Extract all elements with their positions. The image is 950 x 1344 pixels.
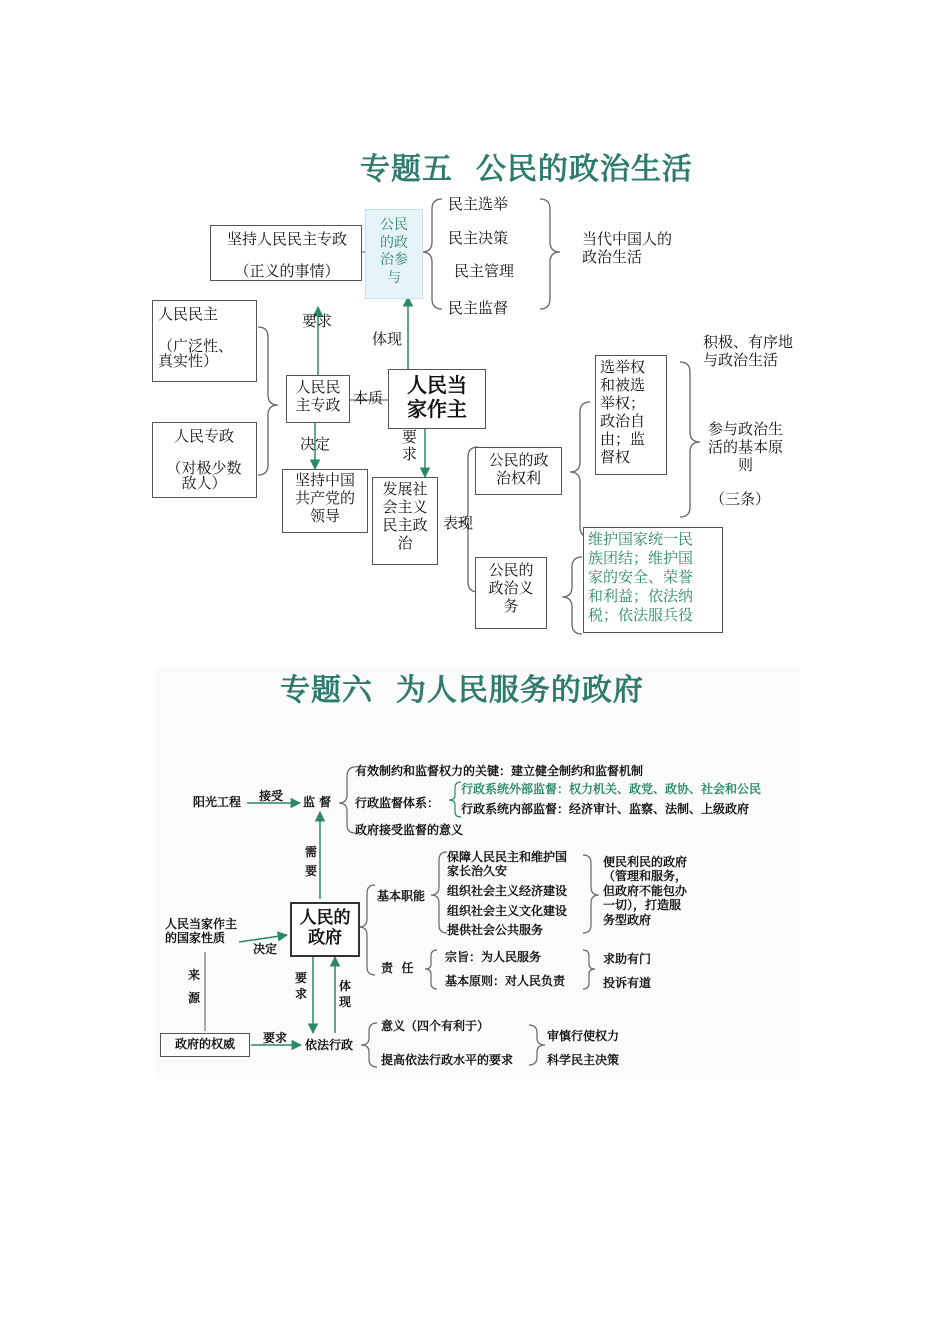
function-public-service: 提供社会公共服务 [447, 923, 544, 937]
form-election: 民主选举 [448, 195, 509, 213]
label-essence: 本质 [353, 389, 384, 407]
supervision-key: 有效制约和监督权力的关键：建立健全制约和监督机制 [355, 764, 644, 778]
law-based-administration: 依法行政 [305, 1038, 354, 1052]
basic-functions-label: 基本职能 [377, 889, 426, 903]
label-decide: 决定 [300, 435, 331, 453]
political-duties-text: 公民的 政治义 务 [488, 561, 534, 615]
sunshine-project: 阳光工程 [193, 795, 242, 809]
national-nature: 人民当家作主 的国家性质 [165, 917, 238, 946]
label-require-up: 要求 [302, 312, 333, 330]
topic5-title: 专题五 公民的政治生活 [360, 152, 693, 187]
label-accept: 接受 [259, 789, 284, 803]
people-dictatorship-text: 人民民 主专政 [295, 378, 341, 414]
help-available: 求助有门 [603, 952, 652, 966]
topic6-panel [155, 667, 800, 1079]
supervision-meaning: 政府接受监督的意义 [355, 823, 464, 837]
function-economy: 组织社会主义经济建设 [447, 884, 568, 898]
responsibility-principle: 基本原则：对人民负责 [445, 974, 566, 988]
rights-detail-text: 选举权 和被选 举权； 政治自 由；监 督权 [600, 358, 646, 466]
people-government-text: 人民的 政府 [299, 908, 351, 949]
responsibility-purpose: 宗旨：为人民服务 [445, 950, 542, 964]
label-need: 需 要 [305, 845, 318, 879]
law-admin-meaning: 意义（四个有利于） [381, 1019, 490, 1033]
label-require-down: 要 求 [402, 428, 418, 464]
people-democracy-text: 人民民主 （广泛性、 真实性） [158, 305, 234, 371]
political-life-text: 当代中国人的 政治生活 [582, 230, 673, 266]
principle-active: 积极、有序地 与政治生活 [703, 333, 794, 369]
function-democracy: 保障人民民主和维护国 家长治久安 [447, 850, 568, 879]
principle-three: （三条） [710, 490, 771, 508]
label-embody-vertical: 体 现 [339, 979, 352, 1009]
government-authority-text: 政府的权威 [174, 1037, 235, 1051]
topic5-panel [150, 147, 800, 639]
form-supervision: 民主监督 [448, 299, 509, 317]
form-management: 民主管理 [454, 262, 515, 280]
principle-basic: 参与政治生 活的基本原 则 [707, 420, 783, 474]
careful-power: 审慎行使权力 [547, 1029, 620, 1043]
people-masters-text: 人民当 家作主 [407, 373, 467, 421]
responsibility-label: 责 任 [381, 961, 414, 975]
label-require-horizontal: 要求 [263, 1031, 288, 1045]
dictatorship-text: 人民专政 （对极少数 敌人） [166, 427, 242, 493]
develop-democracy-text: 发展社 会主义 民主政 治 [382, 480, 428, 552]
label-source: 来 源 [188, 968, 201, 1005]
function-culture: 组织社会主义文化建设 [447, 904, 568, 918]
label-require-vertical: 要 求 [295, 971, 308, 1001]
supervise-node: 监 督 [303, 795, 332, 809]
supervision-external: 行政系统外部监督：权力机关、政党、政协、社会和公民 [461, 782, 762, 796]
convenient-government: 便民利民的政府 （管理和服务， 但政府不能包办 一切），打造服 务型政府 [603, 855, 688, 927]
political-participation-text: 公民 的政 治参 与 [380, 217, 408, 286]
label-decide: 决定 [253, 942, 278, 956]
supervision-internal: 行政系统内部监督：经济审计、监察、法制、上级政府 [461, 802, 750, 816]
complaint-available: 投诉有道 [603, 976, 652, 990]
uphold-dictatorship-text: 坚持人民民主专政 （正义的事情） [226, 230, 347, 280]
label-manifest: 表现 [443, 514, 474, 532]
label-embody: 体现 [372, 330, 403, 348]
form-decision: 民主决策 [448, 229, 509, 247]
party-leadership-text: 坚持中国 共产党的 领导 [294, 471, 355, 525]
law-admin-improve: 提高依法行政水平的要求 [381, 1053, 514, 1067]
scientific-decision: 科学民主决策 [547, 1053, 620, 1067]
duties-detail-text: 维护国家统一民 族团结；维护国 家的安全、荣誉 和利益；依法纳 税；依法服兵役 [588, 530, 694, 625]
supervision-system: 行政监督体系： [355, 796, 440, 810]
topic6-title: 专题六 为人民服务的政府 [280, 673, 644, 708]
political-rights-text: 公民的政 治权利 [488, 451, 549, 487]
